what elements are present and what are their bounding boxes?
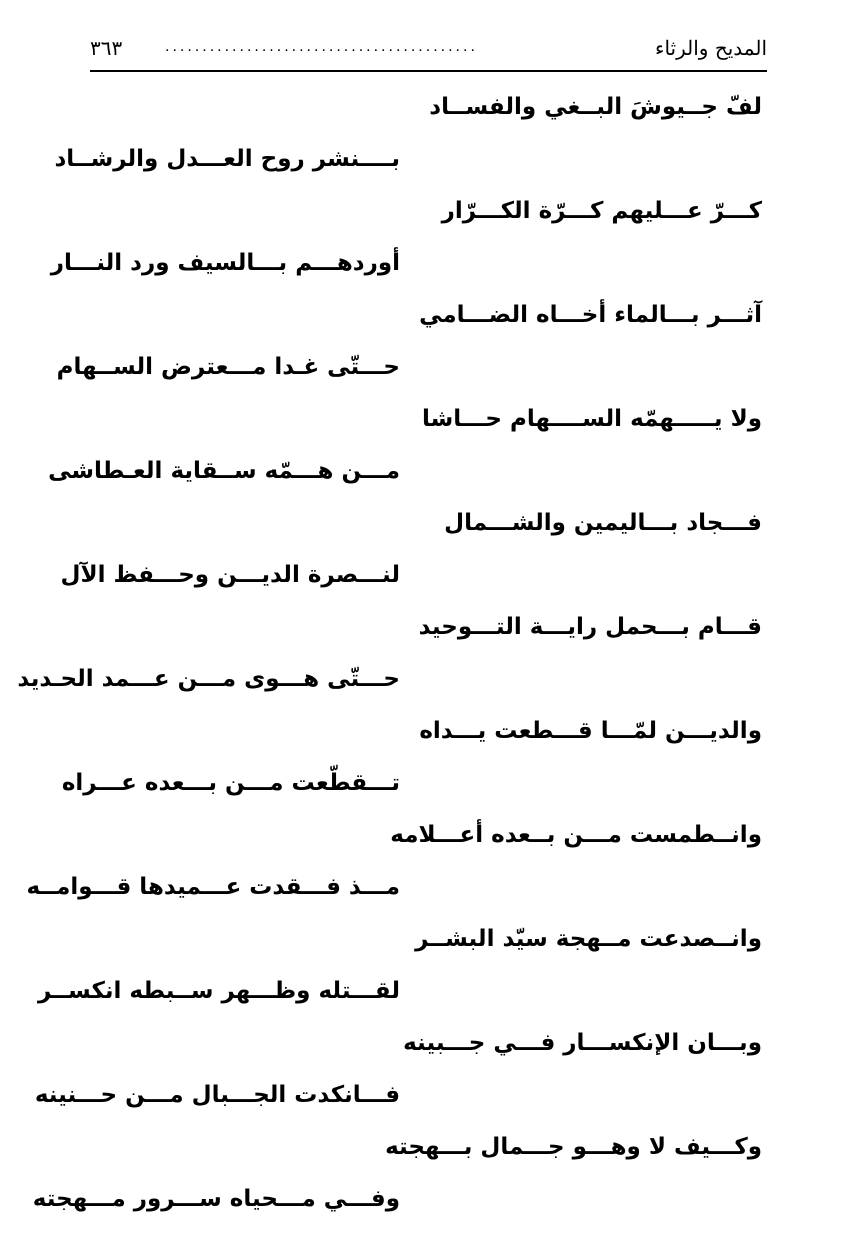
verse-2-second-hemistich: أوردهـــم بـــالسيف ورد النـــار	[50, 250, 400, 276]
verse-9-second-hemistich: لقـــتله وظـــهر ســبطه انكســر	[38, 978, 400, 1004]
verse-11-first-hemistich: وكـــيف لا وهـــو جـــمال بـــهجته	[385, 1134, 762, 1160]
dot-leader: ..........................................	[165, 39, 478, 55]
verse-7-first-hemistich: والديـــن لمّـــا قـــطعت يـــداه	[419, 718, 762, 744]
page-header	[90, 30, 767, 72]
verse-4-second-hemistich: مـــن هـــمّه ســقاية العـطاشى	[48, 458, 400, 484]
verse-2-first-hemistich: كـــرّ عـــليهم كـــرّة الكـــرّار	[441, 198, 762, 224]
verse-6-second-hemistich: حـــتّى هـــوى مـــن عـــمد الحـديد	[17, 666, 400, 692]
verse-5-second-hemistich: لنـــصرة الديـــن وحـــفظ الآل	[60, 562, 400, 588]
verse-9-first-hemistich: وانــصدعت مــهجة سيّد البشــر	[415, 926, 762, 952]
verse-10-first-hemistich: وبـــان الإنكســـار فـــي جـــبينه	[403, 1030, 762, 1056]
verse-11-second-hemistich: وفـــي مـــحياه ســـرور مـــهجته	[32, 1186, 400, 1212]
page-number: ٣٦٣	[90, 36, 123, 60]
verse-1-second-hemistich: بــــنشر روح العـــدل والرشــاد	[54, 146, 400, 172]
running-title: المديح والرثاء	[655, 36, 767, 60]
verse-8-second-hemistich: مـــذ فـــقدت عـــميدها قـــوامــه	[26, 874, 400, 900]
verse-5-first-hemistich: فـــجاد بـــاليمين والشـــمال	[444, 510, 762, 536]
verse-10-second-hemistich: فـــانكدت الجـــبال مـــن حـــنينه	[34, 1082, 400, 1108]
verse-1-first-hemistich: لفّ جــيوشَ البــغي والفســاد	[429, 94, 762, 120]
verse-3-second-hemistich: حـــتّى غـدا مـــعترض الســهام	[56, 354, 400, 380]
verse-4-first-hemistich: ولا يـــــهمّه الســــهام حـــاشا	[421, 406, 762, 432]
verse-6-first-hemistich: قـــام بـــحمل رايـــة التـــوحيد	[418, 614, 762, 640]
verse-3-first-hemistich: آثـــر بـــالماء أخـــاه الضـــامي	[419, 302, 762, 328]
verse-7-second-hemistich: تـــقطّعت مـــن بـــعده عـــراه	[61, 770, 400, 796]
verse-8-first-hemistich: وانــطمست مـــن بــعده أعـــلامه	[390, 822, 762, 848]
